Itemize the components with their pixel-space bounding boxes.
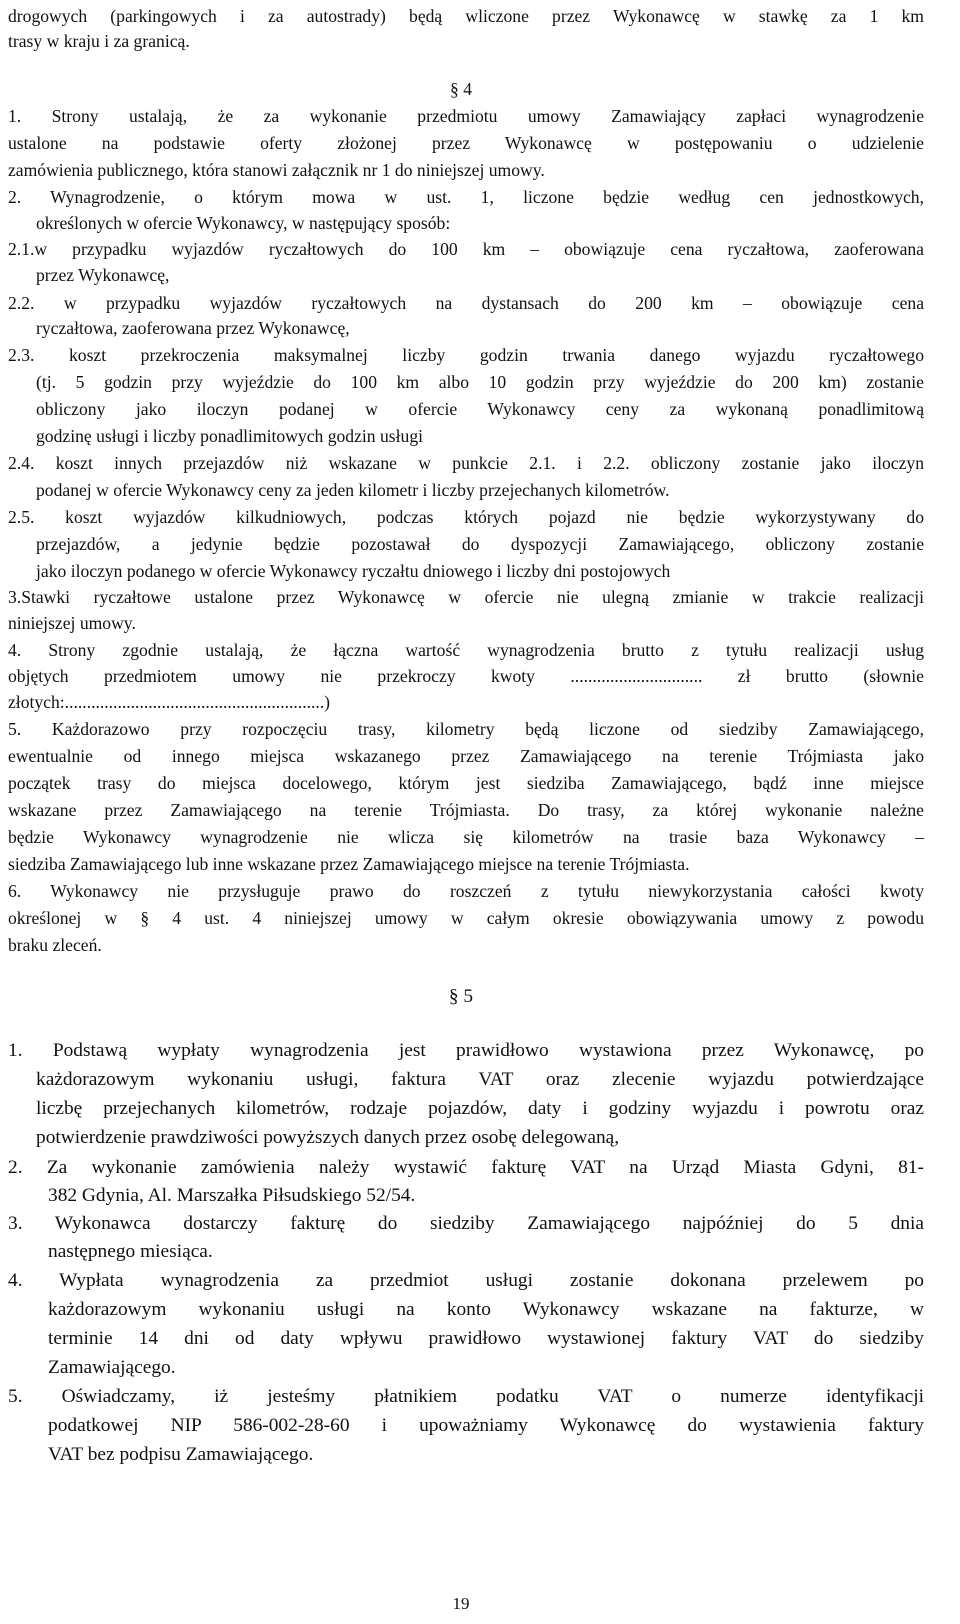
text-line: przejazdów, a jedynie będzie pozostawał do dyspozycji Zamawiającego, obliczony zostanie: [36, 534, 924, 554]
text-line: 3.Stawki ryczałtowe ustalone przez Wykonawcę w ofercie nie ulegną zmianie w trakcie realizacji: [8, 587, 924, 607]
text-line: potwierdzenie prawdziwości powyższych danych przez osobę delegowaną,: [36, 1127, 620, 1148]
text-line: (tj. 5 godzin przy wyjeździe do 100 km albo 10 godzin przy wyjeździe do 200 km) zostanie: [36, 372, 924, 392]
text-line: zamówienia publicznego, która stanowi załącznik nr 1 do niniejszej umowy.: [8, 160, 545, 180]
text-line: 5. Każdorazowo przy rozpoczęciu trasy, kilometry będą liczone od siedziby Zamawiającego,: [8, 719, 924, 739]
text-line: trasy w kraju i za granicą.: [8, 31, 190, 51]
text-line: każdorazowym wykonaniu usługi na konto Wykonawcy wskazane na fakturze, w: [48, 1299, 924, 1320]
text-line: 2.4. koszt innych przejazdów niż wskazane w punkcie 2.1. i 2.2. obliczony zostanie jako iloczyn: [8, 453, 924, 473]
text-line: podanej w ofercie Wykonawcy ceny za jeden kilometr i liczby przejechanych kilometrów.: [36, 480, 670, 500]
text-line: obliczony jako iloczyn podanej w ofercie Wykonawcy ceny za wykonaną ponadlimitową: [36, 399, 924, 419]
text-line: wskazane przez Zamawiającego na terenie Trójmiasta. Do trasy, za której wykonanie należne: [8, 800, 924, 820]
text-line: każdorazowym wykonaniu usługi, faktura VAT oraz zlecenie wyjazdu potwierdzające: [36, 1069, 924, 1090]
text-line: ustalone na podstawie oferty złożonej przez Wykonawcę w postępowaniu o udzielenie: [8, 133, 924, 153]
text-line: 3. Wykonawca dostarczy fakturę do siedziby Zamawiającego najpóźniej do 5 dnia: [8, 1213, 924, 1234]
text-line: początek trasy do miejsca docelowego, którym jest siedziba Zamawiającego, bądź inne miejsce: [8, 773, 924, 793]
text-line: 1. Strony ustalają, że za wykonanie przedmiotu umowy Zamawiający zapłaci wynagrodzenie: [8, 106, 924, 126]
page-number: 19: [452, 1594, 470, 1613]
text-line: następnego miesiąca.: [48, 1241, 213, 1262]
text-line: niniejszej umowy.: [8, 613, 136, 633]
section-heading: § 5: [448, 986, 474, 1007]
section-heading: § 4: [450, 79, 472, 99]
text-line: 2.3. koszt przekroczenia maksymalnej liczby godzin trwania danego wyjazdu ryczałtowego: [8, 345, 924, 365]
text-line: objętych przedmiotem umowy nie przekroczy kwoty .............................. zł brutto (słownie: [8, 666, 924, 686]
text-line: ewentualnie od innego miejsca wskazanego przez Zamawiającego na terenie Trójmiasta jako: [8, 746, 924, 766]
text-line: jako iloczyn podanego w ofercie Wykonawcy ryczałtu dniowego i liczby dni postojowych: [36, 561, 671, 581]
text-line: siedziba Zamawiającego lub inne wskazane przez Zamawiającego miejsce na terenie Trójmiasta.: [8, 854, 690, 874]
text-line: 6. Wykonawcy nie przysługuje prawo do roszczeń z tytułu niewykorzystania całości kwoty: [8, 881, 924, 901]
text-line: będzie Wykonawcy wynagrodzenie nie wlicza się kilometrów na trasie baza Wykonawcy –: [8, 827, 924, 847]
text-line: 4. Strony zgodnie ustalają, że łączna wartość wynagrodzenia brutto z tytułu realizacji usług: [8, 640, 924, 660]
text-line: terminie 14 dni od daty wpływu prawidłowo wystawionej faktury VAT do siedziby: [48, 1328, 924, 1349]
text-line: 2.2. w przypadku wyjazdów ryczałtowych na dystansach do 200 km – obowiązuje cena: [8, 293, 924, 313]
text-line: określonej w § 4 ust. 4 niniejszej umowy w całym okresie obowiązywania umowy z powodu: [8, 908, 924, 928]
text-line: drogowych (parkingowych i za autostrady) będą wliczone przez Wykonawcę w stawkę za 1 km: [8, 6, 924, 26]
text-line: 1. Podstawą wypłaty wynagrodzenia jest prawidłowo wystawiona przez Wykonawcę, po: [8, 1040, 924, 1061]
text-line: VAT bez podpisu Zamawiającego.: [48, 1444, 314, 1465]
text-line: 4. Wypłata wynagrodzenia za przedmiot usługi zostanie dokonana przelewem po: [8, 1270, 924, 1291]
text-line: 382 Gdynia, Al. Marszałka Piłsudskiego 52/54.: [48, 1185, 416, 1206]
text-line: 2.5. koszt wyjazdów kilkudniowych, podczas których pojazd nie będzie wykorzystywany do: [8, 507, 924, 527]
text-line: podatkowej NIP 586-002-28-60 i upoważniamy Wykonawcę do wystawienia faktury: [48, 1415, 924, 1436]
text-line: ryczałtowa, zaoferowana przez Wykonawcę,: [36, 318, 350, 338]
text-line: 2. Za wykonanie zamówienia należy wystawić fakturę VAT na Urząd Miasta Gdyni, 81-: [8, 1157, 924, 1178]
text-line: złotych:...........................................................): [8, 692, 331, 712]
text-line: przez Wykonawcę,: [36, 265, 170, 285]
text-line: 5. Oświadczamy, iż jesteśmy płatnikiem podatku VAT o numerze identyfikacji: [8, 1386, 924, 1407]
text-line: godzinę usługi i liczby ponadlimitowych godzin usługi: [36, 426, 424, 446]
text-line: liczbę przejechanych kilometrów, rodzaje pojazdów, daty i godziny wyjazdu i powrotu oraz: [36, 1098, 924, 1119]
text-line: Zamawiającego.: [48, 1357, 176, 1378]
text-line: określonych w ofercie Wykonawcy, w następujący sposób:: [36, 213, 451, 233]
text-line: 2.1.w przypadku wyjazdów ryczałtowych do 100 km – obowiązuje cena ryczałtowa, zaoferowana: [8, 239, 924, 259]
text-line: 2. Wynagrodzenie, o którym mowa w ust. 1, liczone będzie według cen jednostkowych,: [8, 187, 924, 207]
text-line: braku zleceń.: [8, 935, 102, 955]
